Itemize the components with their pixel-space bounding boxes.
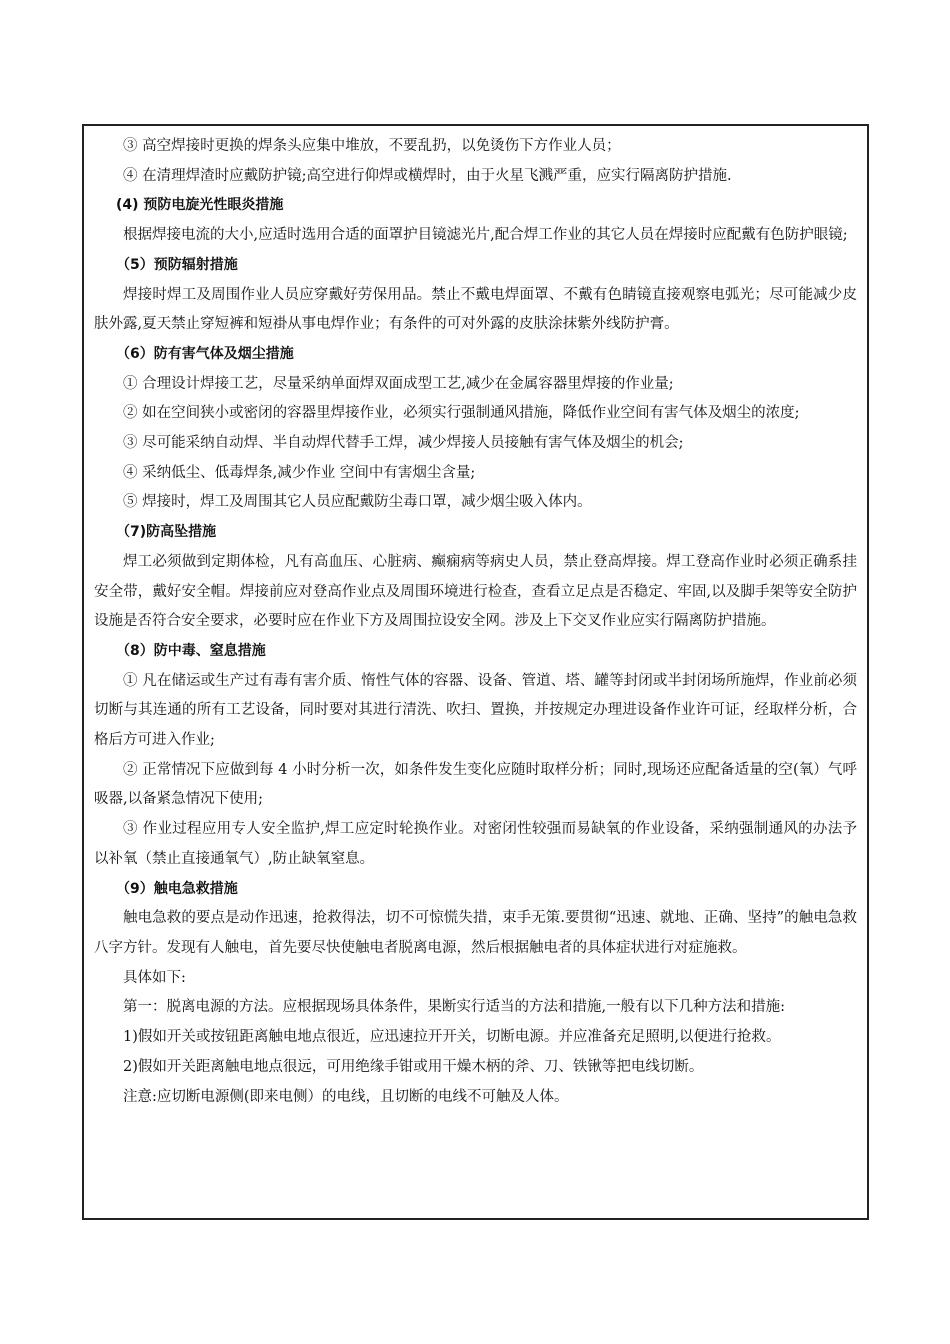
text-line: 第一：脱离电源的方法。应根据现场具体条件，果断实行适当的方法和措施,一般有以下几种方法和措施: xyxy=(123,999,785,1016)
section-heading-9: （9）触电急救措施 xyxy=(116,880,238,897)
list-item: ③ 尽可能采纳自动焊、半自动焊代替手工焊，减少焊接人员接触有害气体及烟尘的机会; xyxy=(123,435,684,452)
paragraph: 触电急救的要点是动作迅速，抢救得法，切不可惊慌失措，束手无策.要贯彻“迅速、就地、正确、坚持”的触电急救八字方针。发现有人触电，首先要尽快使触电者脱离电源，然后根据触电者的具体症状进行对症施救。 xyxy=(94,910,857,956)
text-line: 注意:应切断电源侧(即来电侧）的电线，且切断的电线不可触及人体。 xyxy=(123,1088,569,1105)
list-item: ② 正常情况下应做到每 4 小时分析一次，如条件发生变化应随时取样分析；同时,现场还应配备适量的空(氧）气呼吸器,以备紧急情况下使用; xyxy=(94,761,857,808)
paragraph: 根据焊接电流的大小,应适时选用合适的面罩护目镜滤光片,配合焊工作业的其它人员在焊接时应配戴有色防护眼镜; xyxy=(123,227,848,244)
text-line: 1)假如开关或按钮距离触电地点很近，应迅速拉开开关，切断电源。并应准备充足照明,以便进行抢救。 xyxy=(123,1029,781,1046)
text-line: ③ 高空焊接时更换的焊条头应集中堆放，不要乱扔，以免烫伤下方作业人员； xyxy=(123,138,621,154)
list-item: ④ 采纳低尘、低毒焊条,减少作业 空间中有害烟尘含量; xyxy=(123,464,476,481)
section-heading-8: （8）防中毒、窒息措施 xyxy=(116,642,266,659)
paragraph: 焊工必须做到定期体检，凡有高血压、心脏病、癫痫病等病史人员，禁止登高焊接。焊工登高作业时必须正确系挂安全带，戴好安全帽。焊接前应对登高作业点及周围环境进行检查，查看立足点是否稳定、牢固,以及脚手架等安全防护设施是否符合安全要求，必要时应在作业下方及周围拉设安全网。涉及上下交叉作业应实行隔离防护措施。 xyxy=(94,553,857,630)
list-item: ① 凡在储运或生产过有毒有害介质、惰性气体的容器、设备、管道、塔、罐等封闭或半封闭场所施焊，作业前必须切断与其连通的所有工艺设备，同时要对其进行清洗、吹扫、置换，并按规定办理进设备作业许可证，经取样分析，合格后方可进入作业; xyxy=(94,672,857,749)
text-line: 2)假如开关距离触电地点很远，可用绝缘手钳或用干燥木柄的斧、刀、铁锹等把电线切断。 xyxy=(123,1058,704,1075)
document-frame xyxy=(82,124,869,1220)
paragraph: 焊接时焊工及周围作业人员应穿戴好劳保用品。禁止不戴电焊面罩、不戴有色睛镜直接观察电弧光；尽可能减少皮肤外露,夏天禁止穿短裤和短褂从事电焊作业；有条件的可对外露的皮肤涂抹紫外线防护膏。 xyxy=(94,286,857,333)
list-item: ② 如在空间狭小或密闭的容器里焊接作业，必须实行强制通风措施，降低作业空间有害气体及烟尘的浓度; xyxy=(123,405,800,422)
text-line: ④ 在清理焊渣时应戴防护镜;高空进行仰焊或横焊时，由于火星飞溅严重，应实行隔离防护措施. xyxy=(123,167,732,184)
list-item: ③ 作业过程应用专人安全监护,焊工应定时轮换作业。对密闭性较强而易缺氧的作业设备，采纳强制通风的办法予以补氧（禁止直接通氧气）,防止缺氧窒息。 xyxy=(94,821,857,867)
section-heading-4: (4) 预防电旋光性眼炎措施 xyxy=(116,197,284,214)
section-heading-6: （6）防有害气体及烟尘措施 xyxy=(116,345,294,362)
text-line: 具体如下: xyxy=(123,969,186,986)
section-heading-5: （5）预防辐射措施 xyxy=(116,256,238,273)
list-item: ① 合理设计焊接工艺，尽量采纳单面焊双面成型工艺,减少在金属容器里焊接的作业量; xyxy=(123,375,674,392)
section-heading-7: （7)防高坠措施 xyxy=(116,524,217,541)
list-item: ⑤ 焊接时，焊工及周围其它人员应配戴防尘毒口罩，减少烟尘吸入体内。 xyxy=(123,494,592,511)
